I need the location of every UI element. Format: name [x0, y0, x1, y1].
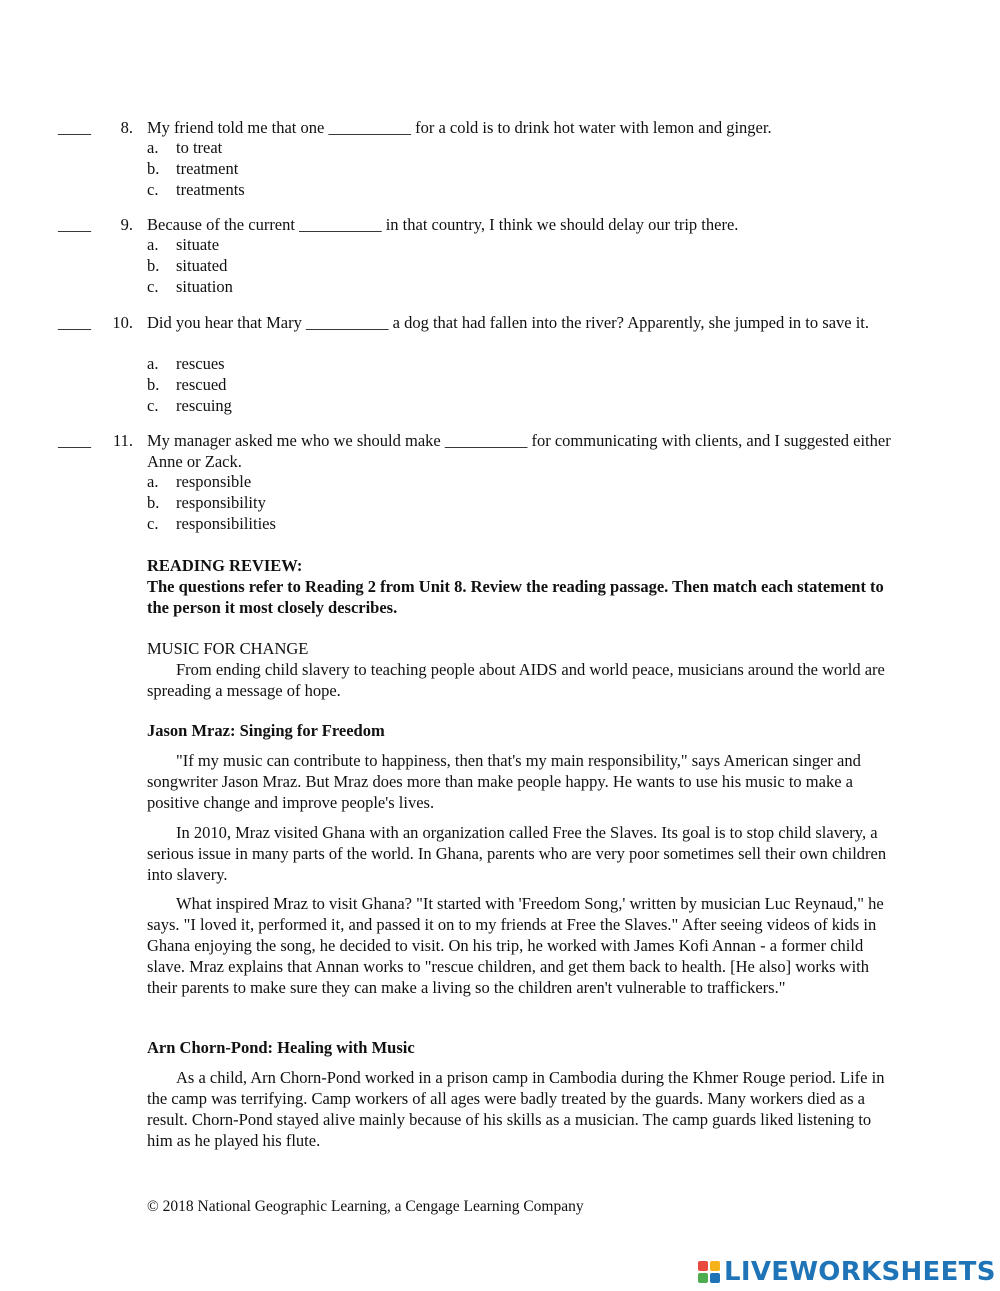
option-b: b. responsibility — [147, 492, 266, 512]
section-heading-jason-mraz: Jason Mraz: Singing for Freedom — [147, 721, 385, 740]
answer-blank[interactable]: ____ — [58, 118, 91, 137]
liveworksheets-logo[interactable] — [698, 1256, 996, 1288]
article-title: MUSIC FOR CHANGE — [147, 639, 309, 658]
answer-blank[interactable]: ____ — [58, 313, 91, 332]
option-a: a. to treat — [147, 138, 223, 157]
answer-blank[interactable]: ____ — [58, 215, 91, 234]
question-stem: My friend told me that one __________ for a cold is to drink hot water with lemon and ginger. — [147, 118, 772, 137]
paragraph: As a child, Arn Chorn-Pond worked in a prison camp in Cambodia during the Khmer Rouge period. Life in the camp was terrifying. Camp workers of all ages were badly treated by the guards. Many workers died as a result. Chorn-Pond stayed alive mainly because of his skills as a musician. The camp guards liked listening to him as he played his flute. — [147, 1068, 885, 1150]
option-a: a. rescues — [147, 354, 225, 373]
option-a: a. situate — [147, 235, 220, 254]
question-number: 10. — [112, 313, 133, 332]
option-c: c. treatments — [147, 179, 245, 199]
question-stem: Because of the current __________ in that country, I think we should delay our trip there. — [147, 215, 739, 234]
option-b: b. treatment — [147, 158, 239, 178]
option-list — [147, 354, 232, 416]
question-number: 11. — [112, 431, 133, 450]
article-intro: From ending child slavery to teaching people about AIDS and world peace, musicians around the world are spreading a message of hope. — [147, 660, 885, 700]
option-b: b. rescued — [147, 374, 227, 394]
option-c: c. responsibilities — [147, 513, 276, 533]
reading-review-heading: READING REVIEW: — [147, 556, 303, 575]
option-c: c. rescuing — [147, 395, 232, 415]
option-list — [147, 235, 233, 297]
paragraph: What inspired Mraz to visit Ghana? "It started with 'Freedom Song,' written by musician Luc Reynaud," he says. "I loved it, performed it, and passed it on to my friends at Free the Slaves." After seeing videos of kids in Ghana enjoying the song, he decided to visit. On his trip, he worked with James Kofi Annan - a former child slave. Mraz explains that Annan works to "rescue children, and get them back to health. [He also] works with their parents to make sure they can make a living so the children aren't vulnerable to traffickers." — [147, 894, 884, 997]
paragraph: "If my music can contribute to happiness, then that's my main responsibility," says American singer and songwriter Jason Mraz. But Mraz does more than make people happy. He wants to use his music to make a positive change and improve people's lives. — [147, 751, 861, 812]
option-c: c. situation — [147, 276, 233, 296]
question-number: 9. — [120, 215, 133, 234]
option-list — [147, 138, 245, 200]
logo-text: LIVEWORKSHEETS — [724, 1257, 996, 1287]
option-list — [147, 472, 276, 534]
copyright-footer: © 2018 National Geographic Learning, a Cengage Learning Company — [147, 1198, 584, 1215]
reading-review-instructions: The questions refer to Reading 2 from Unit 8. Review the reading passage. Then match each statement to the person it most closely describes. — [147, 577, 884, 617]
section-heading-arn-chorn-pond: Arn Chorn-Pond: Healing with Music — [147, 1038, 415, 1057]
answer-blank[interactable]: ____ — [58, 431, 91, 450]
question-stem: Did you hear that Mary __________ a dog that had fallen into the river? Apparently, she jumped in to save it. — [147, 313, 870, 332]
option-b: b. situated — [147, 255, 228, 275]
question-stem: My manager asked me who we should make __________ for communicating with clients, and I suggested either Anne or Zack. — [147, 431, 891, 471]
question-number: 8. — [120, 118, 133, 137]
paragraph: In 2010, Mraz visited Ghana with an organization called Free the Slaves. Its goal is to stop child slavery, a serious issue in many parts of the world. In Ghana, parents who are very poor sometimes sell their own children into slavery. — [147, 823, 887, 884]
liveworksheets-logo-icon — [698, 1261, 720, 1283]
option-a: a. responsible — [147, 472, 252, 491]
